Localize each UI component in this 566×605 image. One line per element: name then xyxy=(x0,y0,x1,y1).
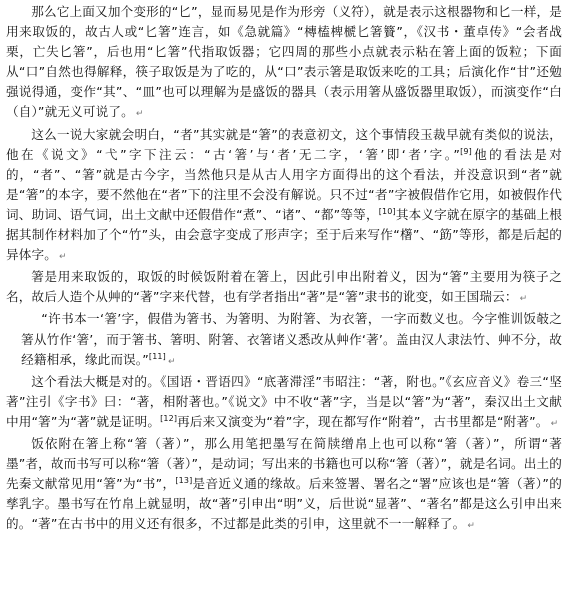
text-run: “许书本一‘箸’字，假借为箸书、为箸明、为附箸、为衣箸，一字而数义也。今字惟训饭攲之箸从竹作‘箸’，而于箸书、箸明、附箸、衣箸诸义悉改从艸作‘著’。盖由汉人隶法竹、艸不分，故经籍相承，缘此而误。” xyxy=(21,311,562,367)
footnote-ref: [12] xyxy=(160,413,178,423)
text-run: 再后来又演变为“着”字，现在都写作“附着”，古书里都是“附著”。 xyxy=(177,413,549,429)
footnote-ref: [10] xyxy=(378,206,396,216)
paragraph-mark: ↵ xyxy=(519,294,528,305)
text-run: 饭依附在箸上称“箸（著）”，那么用笔把墨写在简牍缯帛上也可以称“箸（著）”，所谓“著墨”者，故而书写可以称“箸（著）”，是动词；写出来的书籍也可以称“箸（著）”，就是名词。出土的先秦文献常见用“箸”为“书”， xyxy=(6,435,563,492)
paragraph xyxy=(6,372,562,434)
paragraph xyxy=(6,125,562,268)
document-body xyxy=(6,2,562,536)
text-run: 这个看法大概是对的。《国语・晋语四》“底著滞淫”韦昭注：“著，附也。”《玄应音义》卷三“坚著”注引《字书》曰：“著，相附著也。”《说文》中不收“著”字，当是以“箸”为“著”，秦汉出土文献中用“箸”为“著”就是证明。 xyxy=(6,373,562,429)
text-run: 他的看法是对的，“者”、“箸”就是古今字，当然他只是从古人用字方面得出的这个看法，并没意识到“者”就是“箸”的本字，要不然他在“者”下的注里不会没有解说。只不过“者”字被假借作它用，如被假作代词、助词、语气词，出土文献中还假借作“煮”、“诸”、“都”等等， xyxy=(6,146,562,222)
footnote-ref: [11] xyxy=(148,351,166,361)
footnote-ref: [13] xyxy=(175,475,193,485)
block-quote xyxy=(6,309,562,371)
paragraph-mark: ↵ xyxy=(167,356,176,367)
paragraph-mark: ↵ xyxy=(467,521,476,532)
text-run: 那么它上面又加个变形的“匕”，显而易见是作为形旁（义符），就是表示这根器物和匕一样，是用来取饭的，故古人或“匕箸”连言，如《急就篇》“槫榼椑榹匕箸籫”，《汉书・董卓传》“会者战栗，亡失匕箸”，后也用“匕箸”代指取饭器；它四周的那些小点就表示粘在箸上面的饭粒；下面从“口”自然也得解释，筷子取饭是为了吃的，从“口”表示箸是取饭来吃的工具；后演化作“甘”还勉强说得通，变作“其”、“皿”也可以理解为是盛饭的器具（表示用箸从盛饭器里取饭），而演变作“白（自）”就无义可说了。 xyxy=(6,4,562,120)
paragraph-mark: ↵ xyxy=(135,109,144,120)
paragraph xyxy=(6,267,562,309)
text-run: 箸是用来取饭的，取饭的时候饭附着在箸上，因此引申出附着义，因为“箸”主要用为筷子之名，故后人造个从艸的“著”字来代替，也有学者指出“著”是“箸”隶书的讹变，如王国瑞云： xyxy=(6,269,562,305)
text-run: 是音近义通的缘故。后来签署、署名之“署”应该也是“箸（著）”的孳乳字。墨书写在竹帛上就显明，故“著”引申出“明”义，后世说“显著”、“著名”都是这么引申出来的。“著”在古书中的用义还有很多，不过都是此类的引申，这里就不一一解释了。 xyxy=(6,476,562,532)
paragraph-mark: ↵ xyxy=(550,418,559,429)
text-run: 其本义字就在原字的基础上根据其制作材料加了个“竹”头，由会意字变成了形声字；至于后来写作“櫡”、“筯”等形，都是后起的异体字。 xyxy=(6,206,563,263)
text-run: 这么一说大家就会明白，“者”其实就是“箸”的表意初文，这个事情段玉裁早就有类似的说法，他在《说文》“弋”字下注云：“古‘箸’与‘者’无二字，‘箸’即‘者’字。” xyxy=(6,126,562,162)
paragraph-mark: ↵ xyxy=(58,252,67,263)
footnote-ref: [9] xyxy=(460,146,472,156)
paragraph xyxy=(6,2,562,125)
paragraph xyxy=(6,434,562,536)
